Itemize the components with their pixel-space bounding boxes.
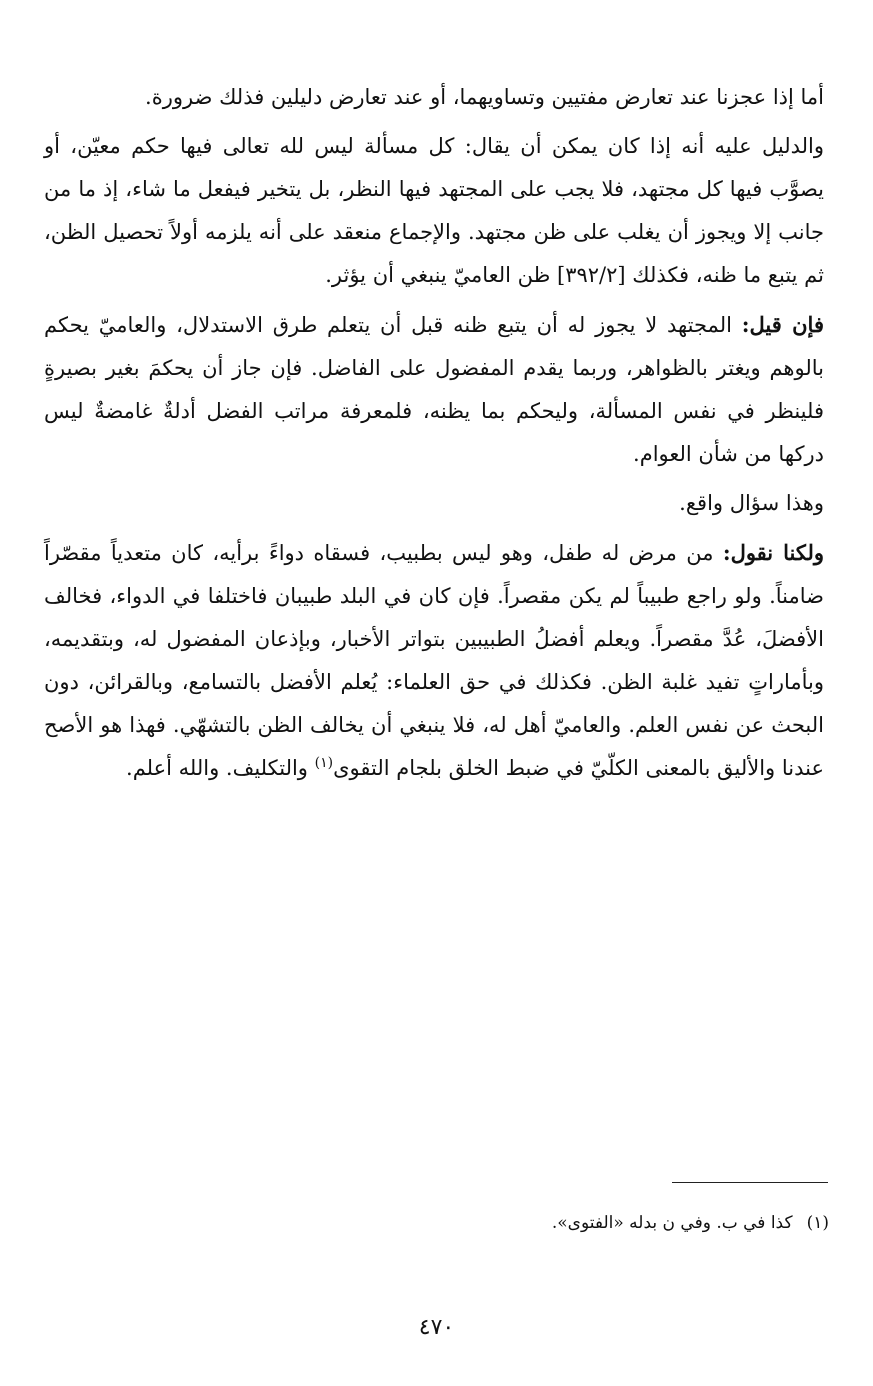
page-number: ٤٧٠ xyxy=(418,1315,455,1340)
footnote xyxy=(49,1208,829,1238)
paragraph-1-text: أما إذا عجزنا عند تعارض مفتيين وتساويهما، أو عند تعارض دليلين فذلك ضرورة. xyxy=(145,85,824,109)
footnote-text: كذا في ب. وفي ن بدله «الفتوى». xyxy=(551,1213,793,1233)
footnote-reference[interactable]: (١) xyxy=(314,755,334,771)
paragraph-5-tail: والتكليف. والله أعلم. xyxy=(126,756,315,780)
footnote-number: (١) xyxy=(806,1213,829,1233)
paragraph-2 xyxy=(44,125,824,297)
paragraph-5-text: من مرض له طفل، وهو ليس بطبيب، فسقاه دواءً برأيه، كان متعدياً مقصّراً ضامناً. ولو راجع طبيباً لم يكن مقصراً. فإن كان في البلد طبيبان فاختلفا في الدواء، فخالف الأفضلَ، عُدَّ مقصراً. ويعلم أفضلُ الطبيبين بتواتر الأخبار، وبإذعان المفضول له، وبتقديمه، وبأماراتٍ تفيد غلبة الظن. فكذلك في حق العلماء: يُعلم الأفضل بالتسامع، وبالقرائن، دون البحث عن نفس العلم. والعاميّ أهل له، فلا ينبغي أن يخالف الظن بالتشهّي. فهذا هو الأصح عندنا والأليق بالمعنى الكلّيّ في ضبط الخلق بلجام التقوى xyxy=(44,541,824,780)
page-body xyxy=(44,76,824,796)
paragraph-5 xyxy=(44,531,824,790)
paragraph-3 xyxy=(44,303,824,476)
footnote-divider xyxy=(672,1182,828,1183)
paragraph-4 xyxy=(44,482,824,525)
paragraph-2-text: والدليل عليه أنه إذا كان يمكن أن يقال: كل مسألة ليس لله تعالى فيها حكم معيّن، أو يصوَّب فيها كل مجتهد، فلا يجب على المجتهد فيها النظر، بل يتخير فيفعل ما شاء، إذ ما من جانب إلا ويجوز أن يغلب على ظن مجتهد. والإجماع منعقد على أنه يلزمه أولاً تحصيل الظن، ثم يتبع ما ظنه، فكذلك [٣٩٢/٢] ظن العاميّ ينبغي أن يؤثر. xyxy=(44,134,824,287)
paragraph-3-lead: فإن قيل: xyxy=(741,312,824,337)
paragraph-4-text: وهذا سؤال واقع. xyxy=(679,491,824,515)
paragraph-3-text: المجتهد لا يجوز له أن يتبع ظنه قبل أن يتعلم طرق الاستدلال، والعاميّ يحكم بالوهم ويغتر بالظواهر، وربما يقدم المفضول على الفاضل. فإن جاز أن يحكمَ بغير بصيرةٍ فلينظر في نفس المسألة، وليحكم بما يظنه، فلمعرفة مراتب الفضل أدلةٌ غامضةٌ ليس دركها من شأن العوام. xyxy=(44,313,824,466)
paragraph-5-lead: ولكنا نقول: xyxy=(722,540,824,565)
paragraph-1 xyxy=(44,76,824,119)
